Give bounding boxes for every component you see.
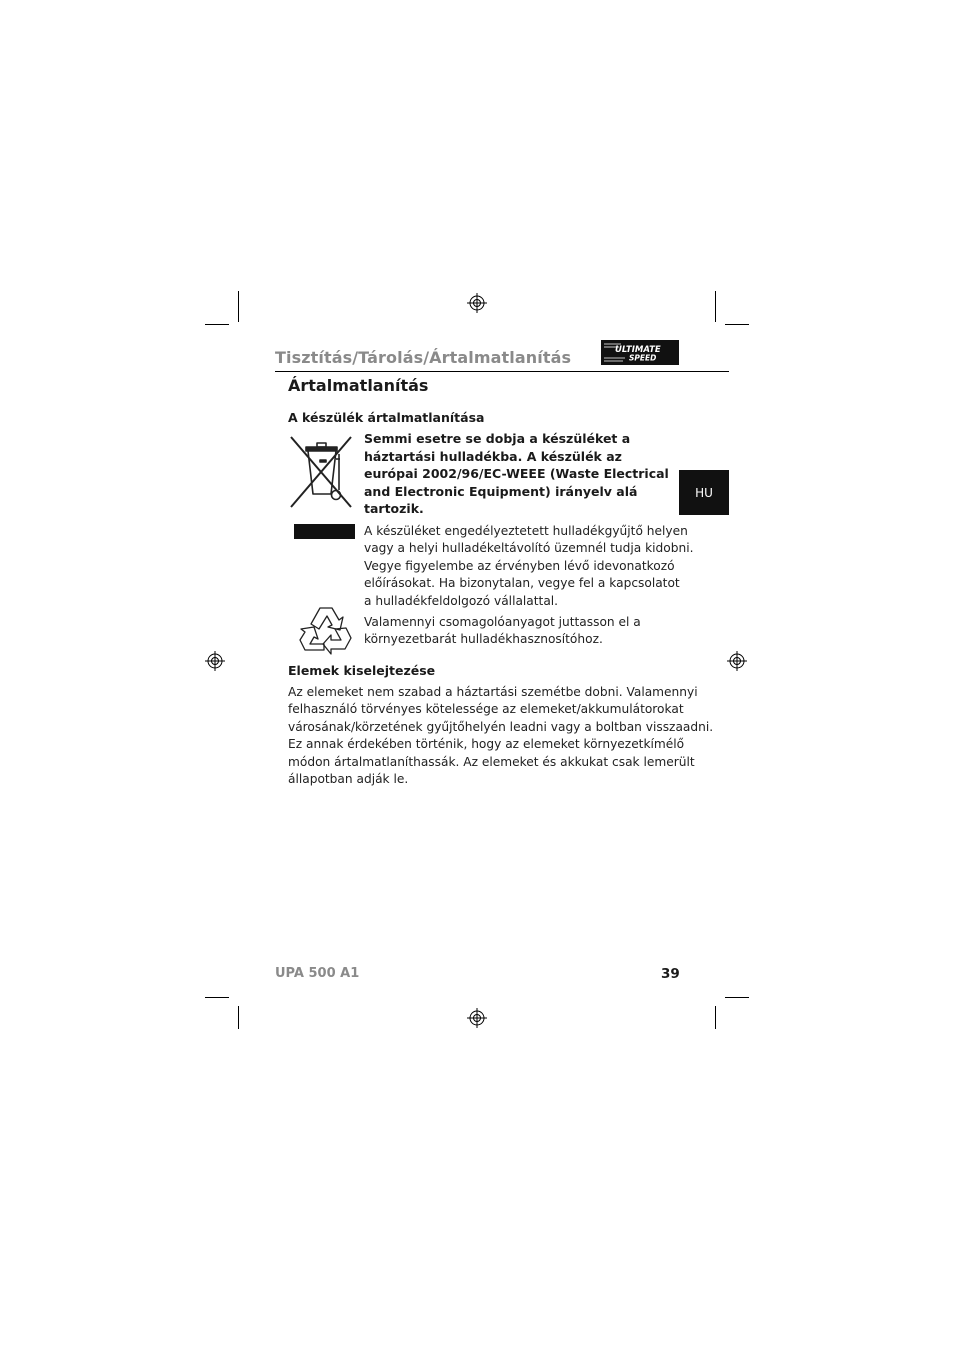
packaging-disposal-text xyxy=(364,614,641,649)
warning-line: európai 2002/96/EC-WEEE (Waste Electrical xyxy=(364,466,669,481)
battery-disposal-heading: Elemek kiselejtezése xyxy=(288,663,436,678)
packaging-line: környezetbarát hulladékhasznosítóhoz. xyxy=(364,632,603,647)
weee-marking-bar xyxy=(294,524,355,539)
packaging-line: Valamennyi csomagolóanyagot juttasson el a xyxy=(364,615,641,629)
page-number: 39 xyxy=(661,966,680,982)
logo-text-speed: SPEED xyxy=(629,353,657,363)
crop-mark xyxy=(725,324,749,325)
instruction-line: Vegye figyelembe az érvényben lévő idevonatkozó xyxy=(364,558,675,573)
section-title: Tisztítás/Tárolás/Ártalmatlanítás xyxy=(275,348,572,367)
crop-mark xyxy=(205,997,229,998)
battery-line: városának/körzetének gyűjtőhelyén leadni vagy a boltban visszaadni. xyxy=(288,719,714,734)
crop-mark xyxy=(238,291,239,322)
registration-mark-icon xyxy=(727,651,747,671)
instruction-line: A készüléket engedélyeztetett hulladékgyűjtő helyen xyxy=(364,524,688,538)
crop-mark xyxy=(205,324,229,325)
battery-line: Az elemeket nem szabad a háztartási szemétbe dobni. Valamennyi xyxy=(288,685,698,699)
warning-line: tartozik. xyxy=(364,501,424,516)
language-tab-hu xyxy=(679,470,729,515)
header-divider xyxy=(275,371,729,372)
crossed-out-wheelie-bin-icon xyxy=(288,434,356,512)
device-disposal-instructions xyxy=(364,523,693,610)
battery-line: Ez annak érdekében történik, hogy az elemeket környezetkímélő xyxy=(288,737,685,752)
crop-mark xyxy=(238,1006,239,1029)
battery-disposal-text xyxy=(288,684,713,788)
crop-mark xyxy=(715,1006,716,1029)
instruction-line: a hulladékfeldolgozó vállalattal. xyxy=(364,593,559,608)
logo-text-ultimate: ULTIMATE xyxy=(615,345,661,355)
registration-mark-icon xyxy=(467,293,487,313)
recycle-icon xyxy=(299,604,353,656)
warning-line: and Electronic Equipment) irányelv alá xyxy=(364,483,638,499)
warning-line: Semmi esetre se dobja a készüléket a xyxy=(364,431,631,446)
instruction-line: előírásokat. Ha bizonytalan, vegye fel a kapcsolatot xyxy=(364,576,680,591)
device-disposal-warning xyxy=(364,430,669,518)
device-disposal-heading: A készülék ártalmatlanítása xyxy=(288,410,485,425)
warning-line: háztartási hulladékba. A készülék az xyxy=(364,448,622,464)
battery-line: felhasználó törvényes kötelessége az elemeket/akkumulátorokat xyxy=(288,702,684,717)
page-heading: Ártalmatlanítás xyxy=(288,376,429,395)
language-tab-label: HU xyxy=(695,485,713,500)
footer-model-name: UPA 500 A1 xyxy=(275,966,360,981)
battery-line: módon ártalmatlaníthassák. Az elemeket és akkukat csak lemerült xyxy=(288,754,695,769)
ultimate-speed-logo xyxy=(601,340,679,365)
crop-mark xyxy=(725,997,749,998)
registration-mark-icon xyxy=(467,1008,487,1028)
battery-line: állapotban adják le. xyxy=(288,772,409,787)
registration-mark-icon xyxy=(205,651,225,671)
crop-mark xyxy=(715,291,716,322)
instruction-line: vagy a helyi hulladékeltávolító üzemnél tudja kidobni. xyxy=(364,541,694,556)
